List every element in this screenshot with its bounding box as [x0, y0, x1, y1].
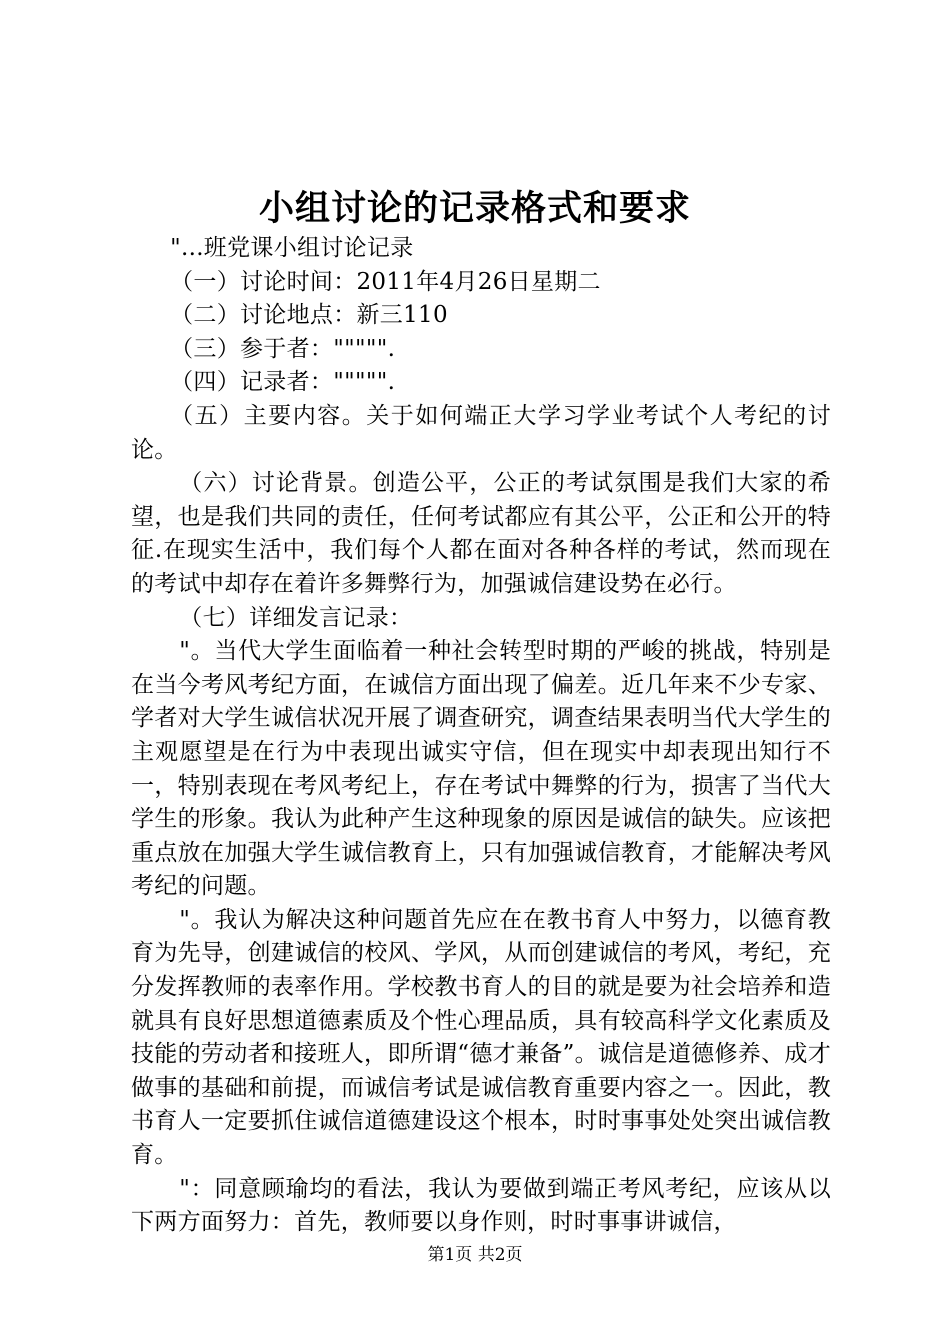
paragraph-recorder: （四）记录者：""""".: [170, 369, 396, 396]
paragraph-speech-2: "。我认为解决这种问题首先应在在教书育人中努力，以德育教育为先导，创建诚信的校风、学风，从而创建诚信的考风，考纪，充分发挥教师的表率作用。学校教书育人的目的就是要为社会培养和造就具有良好思想道德素质及个性心理品质，具有较高科学文化素质及技能的劳动者和接班人，即所谓“德才兼备”。诚信是道德修养、成才做事的基础和前提，而诚信考试是诚信教育重要内容之一。因此，教书育人一定要抓住诚信道德建设这个根本，时时事事处处突出诚信教育。: [131, 906, 831, 1169]
paragraph-time: （一）讨论时间：2011年4月26日星期二: [170, 268, 601, 295]
paragraph-background: （六）讨论背景。创造公平，公正的考试氛围是我们大家的希望，也是我们共同的责任，任何考试都应有其公平，公正和公开的特征.在现实生活中，我们每个人都在面对各种各样的考试，然而现在的考试中却存在着许多舞弊行为，加强诚信建设势在必行。: [131, 470, 831, 597]
paragraph-speech-1: "。当代大学生面临着一种社会转型时期的严峻的挑战，特别是在当今考风考纪方面，在诚信方面出现了偏差。近几年来不少专家、学者对大学生诚信状况开展了调查研究，调查结果表明当代大学生的主观愿望是在行为中表现出诚实守信，但在现实中却表现出知行不一，特别表现在考风考纪上，存在考试中舞弊的行为，损害了当代大学生的形象。我认为此种产生这种现象的原因是诚信的缺失。应该把重点放在加强大学生诚信教育上，只有加强诚信教育，才能解决考风考纪的问题。: [131, 638, 831, 900]
document-body: [131, 232, 831, 1240]
paragraph-speech-3: "：同意顾瑜均的看法，我认为要做到端正考风考纪，应该从以下两方面努力：首先，教师要以身作则，时时事事讲诚信，: [131, 1175, 831, 1236]
paragraph-location: （二）讨论地点：新三110: [170, 302, 448, 329]
paragraph-record-heading: （七）详细发言记录：: [179, 604, 413, 631]
paragraph-main-content: （五）主要内容。关于如何端正大学习学业考试个人考纪的讨论。: [131, 402, 831, 463]
document-title: 小组讨论的记录格式和要求: [258, 188, 691, 229]
paragraph-heading: "...班党课小组讨论记录: [170, 235, 414, 261]
paragraph-participants: （三）参于者：""""".: [170, 335, 396, 362]
page-number-footer: 第1页 共2页: [427, 1245, 523, 1265]
